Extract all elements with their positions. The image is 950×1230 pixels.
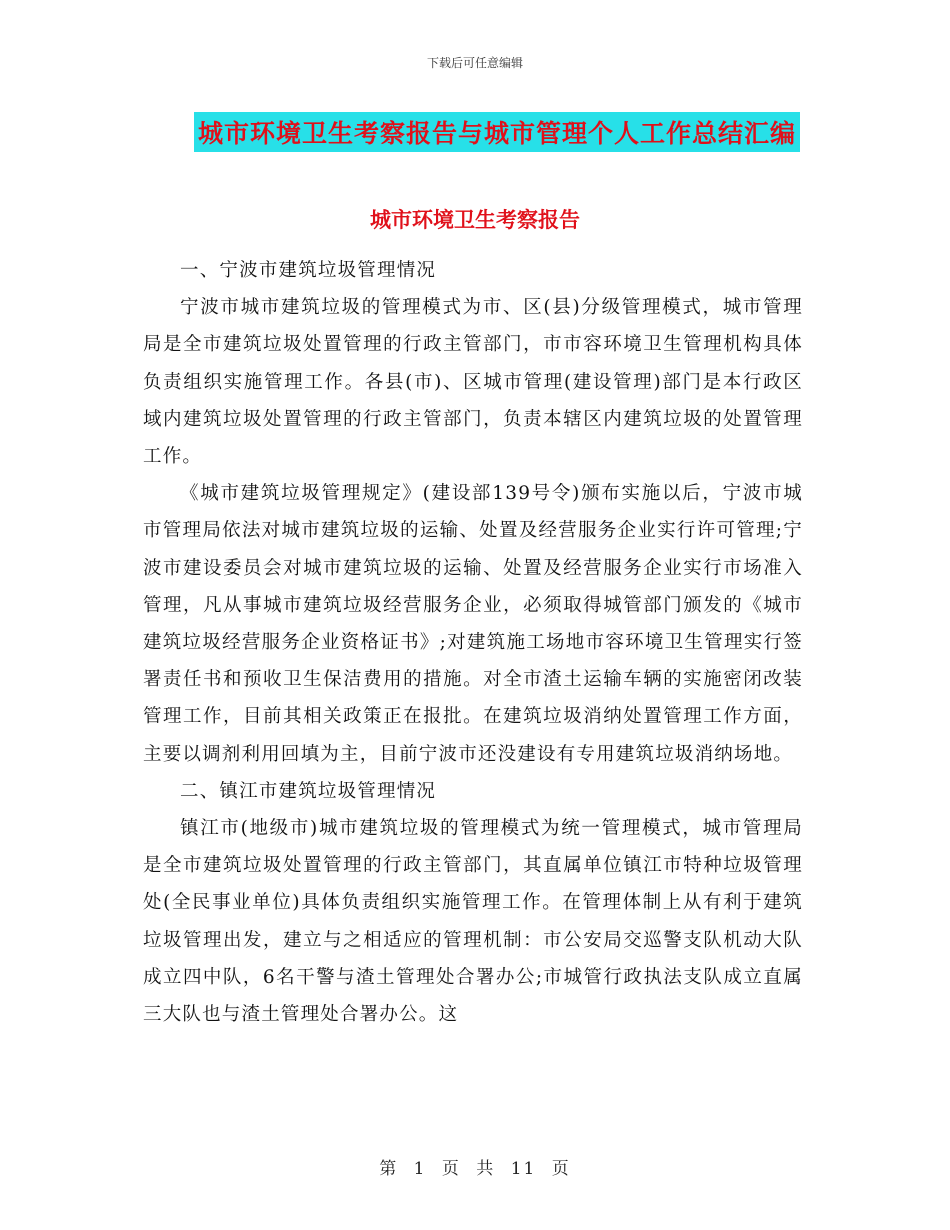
page-footer: 第 1 页 共 11 页 [379,1159,571,1179]
heading-ningbo: 一、宁波市建筑垃圾管理情况 [180,260,437,281]
main-title: 城市环境卫生考察报告与城市管理个人工作总结汇编 [194,112,800,152]
document-body [143,252,803,1033]
paragraph-ningbo-regulation: 《城市建筑垃圾管理规定》(建设部139号令)颁布实施以后，宁波市城市管理局依法对城市建筑垃圾的运输、处置及经营服务企业实行许可管理;宁波市建设委员会对城市建筑垃圾的运输、处置及经营服务企业实行市场准入管理，凡从事城市建筑垃圾经营服务企业，必须取得城管部门颁发的《城市建筑垃圾经营服务企业资格证书》;对建筑施工场地市容环境卫生管理实行签署责任书和预收卫生保洁费用的措施。对全市渣土运输车辆的实施密闭改装管理工作，目前其相关政策正在报批。在建筑垃圾消纳处置管理工作方面，主要以调剂利用回填为主，目前宁波市还没建设有专用建筑垃圾消纳场地。 [143,483,803,765]
paragraph-zhenjiang-model: 镇江市(地级市)城市建筑垃圾的管理模式为统一管理模式，城市管理局是全市建筑垃圾处置管理的行政主管部门，其直属单位镇江市特种垃圾管理处(全民事业单位)具体负责组织实施管理工作。在管理体制上从有利于建筑垃圾管理出发，建立与之相适应的管理机制：市公安局交巡警支队机动大队成立四中队，6名干警与渣土管理处合署办公;市城管行政执法支队成立直属三大队也与渣土管理处合署办公。这 [143,818,803,1026]
paragraph-ningbo-model: 宁波市城市建筑垃圾的管理模式为市、区(县)分级管理模式，城市管理局是全市建筑垃圾处置管理的行政主管部门，市市容环境卫生管理机构具体负责组织实施管理工作。各县(市)、区城市管理(建设管理)部门是本行政区域内建筑垃圾处置管理的行政主管部门，负责本辖区内建筑垃圾的处置管理工作。 [143,297,803,468]
header-note: 下载后可任意编辑 [426,56,523,70]
main-title-container [0,112,950,152]
section-title: 城市环境卫生考察报告 [370,207,580,232]
heading-zhenjiang: 二、镇江市建筑垃圾管理情况 [180,780,437,802]
